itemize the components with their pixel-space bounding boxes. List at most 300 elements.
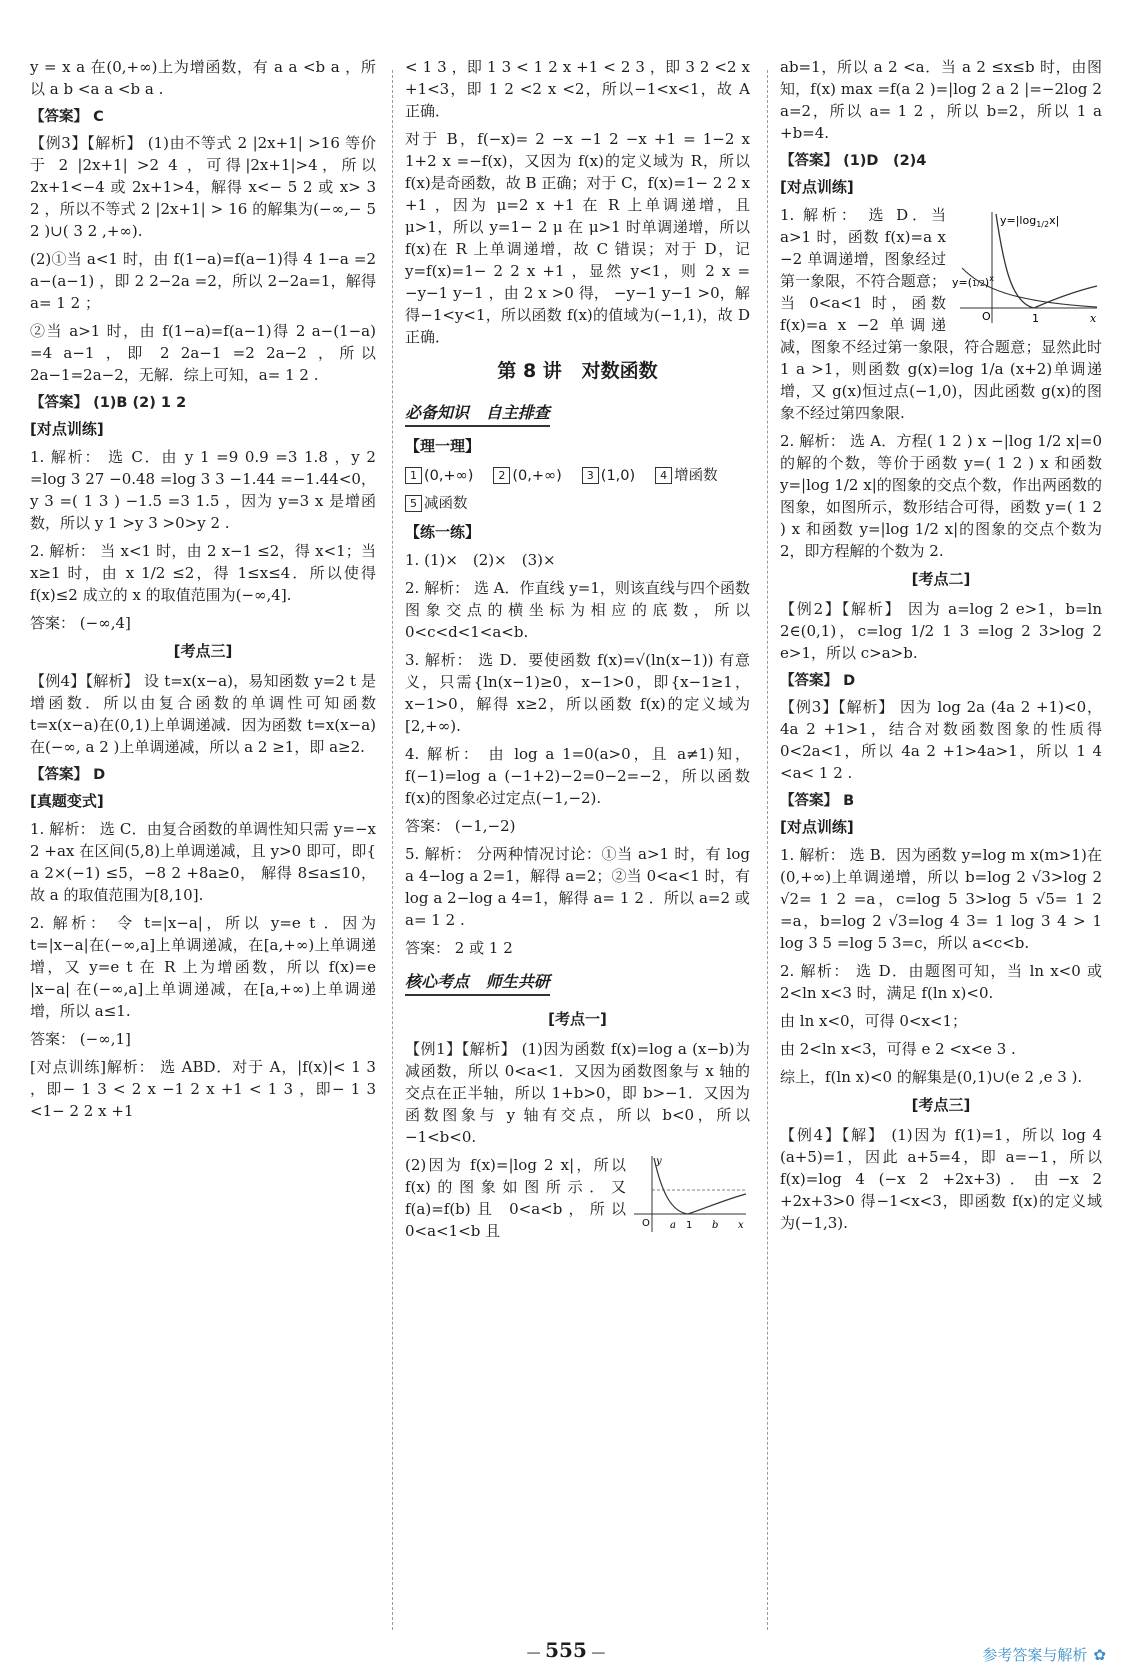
text-run: a — [104, 80, 114, 98]
text-run: B — [843, 793, 855, 809]
text-run: <a — [77, 80, 100, 98]
text-run: (−1,−2) — [454, 817, 516, 835]
text-run: 由 ln x<0，可得 0<x<1； — [780, 1012, 968, 1030]
text-run: 2 — [257, 738, 268, 756]
text-run: <b — [117, 80, 141, 98]
text-run: a — [330, 58, 340, 76]
graph-title: $y=|\log_{1/2}x|$ — [1000, 214, 1060, 229]
text-run: 1/2 — [834, 476, 859, 494]
text-run: ②当 a>1 时，由 f(1−a)=f(a−1)得 2 — [30, 322, 306, 340]
text-run: C — [93, 109, 104, 125]
text-run: =2，所以 2−2a=1，解得 a= — [30, 272, 376, 312]
text-run: t — [349, 672, 356, 690]
text-run: log — [780, 934, 804, 952]
text-run: 【理一理】 — [405, 437, 481, 455]
text-run: =log — [159, 470, 196, 488]
text-run: (−x — [878, 1170, 906, 1188]
text-run: +1 在 R 上单调递增，且 μ>1，所以 y=1− — [405, 196, 750, 236]
paragraph — [30, 912, 376, 1022]
text-run: 5 — [877, 934, 888, 952]
text-run: 2 — [1092, 80, 1102, 98]
tick-one: 1 — [1032, 312, 1039, 325]
text-run: =4 — [30, 344, 53, 362]
text-run: 1.5 — [195, 492, 220, 510]
text-run: 2=1，解得 a=2；②当 0<a<1 时，有 log — [405, 867, 750, 907]
paragraph — [780, 1066, 1102, 1088]
paragraph — [780, 430, 1102, 562]
paragraph — [30, 540, 376, 606]
text-run: 2 — [913, 102, 924, 120]
text-run: x|=0 的解的个数，等价于函数 y=( — [780, 432, 1102, 472]
text-run: 2 — [503, 939, 513, 957]
text-run: ) — [1028, 454, 1035, 472]
y-axis-label: y — [656, 1156, 662, 1167]
text-run: +2x+3)．由−x — [942, 1170, 1079, 1188]
text-run: . — [224, 514, 230, 532]
text-run: +1>1，结合对数函数图象的性质得 0<2a<1，所以 4a — [780, 720, 1102, 760]
text-run: 2 — [836, 890, 847, 908]
text-run: =( — [59, 492, 78, 510]
item-text: 增函数 — [674, 468, 718, 484]
section-banner-row — [405, 965, 750, 1002]
text-run: 1 — [619, 889, 630, 907]
text-run: 1. 解析： — [30, 820, 95, 838]
text-run: 1. — [405, 551, 420, 569]
paragraph — [780, 696, 1102, 784]
text-run: x — [547, 80, 557, 98]
text-run: 综上，f(ln x)<0 的解集是(0,1)∪(e — [780, 1068, 1020, 1086]
text-run: a — [469, 867, 479, 885]
text-run: 2 — [609, 130, 619, 148]
item-number: 2 — [493, 467, 510, 484]
curve-label: $y=(1/2)^x$ — [952, 274, 994, 289]
text-run: 3>log — [1038, 622, 1085, 640]
text-run: ，因为 μ=2 — [434, 196, 529, 214]
text-run: 选 ABD．对于 A，|f(x)|< — [160, 1058, 346, 1076]
section-heading — [405, 435, 750, 457]
text-run: 在 R 上为增函数，所以 f(x)=e — [139, 958, 376, 976]
spacer — [469, 972, 486, 991]
text-run: 2 — [548, 58, 558, 76]
text-run: ，即 2 — [105, 344, 170, 362]
text-run: 2 — [806, 720, 816, 738]
text-run: 1−a — [317, 250, 349, 268]
text-run: 1.8 — [304, 448, 328, 466]
paragraph — [405, 577, 750, 643]
text-run: 2 — [171, 864, 181, 882]
text-run: 1 — [897, 102, 908, 120]
text-run: x(m>1)在(0,+∞)上单调递增，所以 b=log — [780, 846, 1102, 886]
text-run: 3=c，所以 a<c<b. — [891, 934, 1030, 952]
text-run: 1 — [997, 454, 1007, 472]
text-run: <x<e — [949, 1040, 992, 1058]
origin-label: O — [982, 310, 991, 323]
text-run: x — [937, 228, 946, 246]
section-heading — [30, 790, 376, 812]
text-run: 2 — [888, 58, 898, 76]
text-run: 3. 解析： — [405, 651, 473, 669]
text-run: 1 — [160, 395, 172, 411]
paragraph — [30, 612, 376, 634]
paragraph — [405, 1038, 750, 1148]
text-run: −y−1 — [405, 284, 449, 302]
paragraph — [780, 960, 1102, 1004]
text-run: =−1.44<0，y — [30, 470, 376, 510]
text-run: 3 — [148, 514, 158, 532]
paragraph — [30, 1028, 376, 1050]
text-run: −2 单调递增，图象经过第一象限，不符合题意；当 0<a<1 时，函数 f(x)=a — [780, 250, 946, 334]
text-run: a — [487, 767, 497, 785]
text-run: −x — [625, 130, 647, 148]
text-run: −x — [551, 130, 573, 148]
text-run: μ — [552, 218, 563, 236]
item-number: 1 — [405, 467, 422, 484]
text-run: 4−log — [418, 867, 465, 885]
text-run: 2 — [1012, 454, 1023, 472]
text-run: |2x+1| — [155, 200, 206, 218]
text-run: [真题变式] — [30, 792, 104, 810]
text-run: x — [1040, 454, 1049, 472]
text-run: 2a−2 — [266, 344, 307, 362]
text-run: 分两种情况讨论：①当 a>1 时，有 log — [476, 845, 750, 863]
text-run: +1)<0，4a — [780, 698, 1102, 738]
text-run: 2−log — [447, 889, 493, 907]
text-run: 5 — [822, 934, 833, 952]
text-run: 1 — [780, 360, 790, 378]
answer-line — [780, 670, 1102, 692]
summary-item — [582, 465, 635, 487]
text-run: 自主排查 — [485, 403, 550, 422]
text-run: √5= — [1035, 890, 1068, 908]
text-run: [考点三] — [911, 1096, 971, 1114]
paragraph — [780, 844, 1102, 954]
text-run: 1 — [350, 1080, 361, 1098]
text-run: (1)× (2)× (3)× — [424, 551, 556, 569]
text-run: 27 — [85, 470, 105, 488]
footer-label — [982, 1644, 1106, 1665]
log-exp-graph — [952, 208, 1102, 328]
summary-item — [655, 465, 718, 487]
text-run: >16 等价于 2 — [30, 134, 376, 174]
text-run: 1 — [199, 448, 210, 466]
text-run: )∪( — [44, 222, 69, 240]
text-run: 1 — [56, 294, 66, 312]
text-run: a−1 — [63, 344, 95, 362]
text-run: 选 C．由复合函数的单调性知只需 y=−x — [99, 820, 376, 838]
text-run: 对数函数 — [581, 360, 658, 382]
text-run: 对于 B，f(−x)= — [405, 130, 529, 148]
item-number: 4 — [655, 467, 672, 484]
text-run: 2. 解析： — [780, 432, 845, 450]
text-run: +1 — [220, 1080, 243, 1098]
paragraph — [780, 1038, 1102, 1060]
lecture-title — [405, 360, 750, 382]
paragraph — [30, 818, 376, 906]
text-run: 2×(−1) — [44, 864, 101, 882]
footer-label-text: 参考答案与解析 — [982, 1646, 1088, 1664]
text-run: . — [158, 80, 164, 98]
tick-one: 1 — [686, 1220, 693, 1231]
text-run: 3>log — [965, 890, 1011, 908]
text-run: y−1 — [662, 284, 693, 302]
text-run: (2)①当 a<1 时，由 f(1−a)=f(a−1)得 4 — [30, 250, 313, 268]
text-run: 5 — [366, 200, 376, 218]
text-run: y = x — [30, 58, 71, 76]
text-run: 【例2】【解析】 — [780, 600, 902, 618]
text-run: 2 — [299, 366, 309, 384]
text-run: (−∞,1] — [79, 1030, 131, 1048]
text-run: a — [76, 58, 86, 76]
text-run: x — [741, 130, 750, 148]
text-run: =f(a — [877, 80, 911, 98]
text-run: a — [85, 738, 95, 756]
text-run: max — [840, 80, 873, 98]
text-run: 1. 解析： — [30, 448, 102, 466]
paragraph — [405, 549, 750, 571]
text-run: x — [206, 1080, 215, 1098]
text-run: ，所以 2a−1=2a−2，无解．综上可知，a= — [30, 344, 376, 384]
text-run: =log — [836, 934, 873, 952]
text-run: 1. 解析： — [780, 846, 845, 864]
text-run: e>1，所以 c>a>b. — [780, 644, 918, 662]
text-run: 2. 解析： — [30, 914, 109, 932]
paragraph — [780, 204, 1102, 424]
text-run: |=−2log — [1024, 80, 1088, 98]
text-run: 1. 解析： — [780, 206, 860, 224]
text-run: >1，则函数 g(x)=log — [811, 360, 974, 378]
text-run: ，显然 y<1，则 2 — [571, 262, 715, 280]
text-run: 2 — [919, 1170, 929, 1188]
paragraph — [405, 743, 750, 809]
summary-item — [405, 493, 468, 515]
text-run: ) — [114, 492, 120, 510]
text-run: 2 或 — [454, 939, 485, 957]
text-run: −0.48 — [109, 470, 156, 488]
text-run: 1 — [351, 1058, 361, 1076]
text-run: 在 μ>1 时单调递增，所以 f(x)在 R 上单调递增，故 C 错误；对于 D，记 y=f(x)=1− — [405, 218, 750, 280]
text-run: [考点二] — [911, 570, 971, 588]
text-run: 3 — [437, 58, 447, 76]
text-run: √3>log — [1031, 868, 1087, 886]
text-run: 1 — [942, 622, 952, 640]
text-run: +ax 在区间(5,8)上单调递减，且 y>0 即可，即{ — [44, 842, 376, 860]
column-divider — [392, 70, 393, 1630]
text-run: 选 A．方程( — [849, 432, 933, 450]
tick-b: b — [712, 1220, 719, 1231]
text-run: 1 — [994, 912, 1005, 930]
text-run: 是增函数．所以由复合函数的单调性可知函数 t=x(x−a)在(0,1)上单调递减．因为函数 t=x(x−a)在(−∞, — [30, 672, 376, 756]
paragraph — [405, 1154, 750, 1242]
text-run: 2 — [1024, 1068, 1035, 1086]
text-run: x|，所以 f(x)的图象如图所示．又 f(a)=f(b)且 0<a<b，所以 0<a<1<b 且 — [405, 1156, 626, 1240]
text-run: <1− — [30, 1102, 65, 1120]
text-run: +1<3，即 — [405, 80, 483, 98]
text-run: 当 x<1 时，由 2 — [100, 542, 217, 560]
text-run: 【例3】【解析】 — [780, 698, 895, 716]
paragraph — [780, 1010, 1102, 1032]
text-run: x — [741, 58, 750, 76]
text-run: 2 — [976, 58, 986, 76]
text-run: 1 — [488, 80, 499, 98]
text-run: 2 — [1021, 622, 1031, 640]
column-left — [30, 56, 376, 1636]
text-run: 5 — [948, 890, 958, 908]
paragraph — [30, 56, 376, 100]
text-run: (−1+2)−2=0−2=−2，所以函数 f(x)的图象必过定点(−1,−2). — [405, 767, 750, 807]
text-run: ，所以不等式 2 — [44, 200, 151, 218]
text-run: −1.44 — [229, 470, 276, 488]
text-run: )上单调递减，所以 — [113, 738, 240, 756]
flower-icon: ✿ — [1093, 1646, 1106, 1664]
text-run: 答案： — [30, 1030, 76, 1048]
text-run: ≤2，得 1≤x≤4．所以使得 f(x)≤2 成立的 x 的取值范围为(−∞,4]. — [30, 564, 376, 604]
text-run: 2 — [1092, 622, 1102, 640]
text-run: =a，b=log — [780, 912, 866, 930]
text-run: 2 — [727, 174, 737, 192]
text-run: 2 — [915, 80, 925, 98]
text-run: 1/2 — [1037, 432, 1062, 450]
text-run: 2 — [510, 262, 520, 280]
text-run: 3 — [366, 178, 376, 196]
text-run: 2 — [999, 600, 1010, 618]
text-run: 3 — [366, 1080, 376, 1098]
text-run: 2. 解析： — [780, 962, 850, 980]
text-run: ，可得|2x+1|>4，所以 2x+1<−4 或 2x+1>4，解得 x<− — [30, 156, 376, 196]
text-run: 4 — [950, 912, 960, 930]
text-run: +1 — [576, 58, 599, 76]
text-run: a — [677, 1040, 687, 1058]
text-run: <2，所以−1<x<1，故 A 正确． — [405, 80, 750, 120]
text-run: x — [442, 152, 451, 170]
text-run: 因为 log — [899, 698, 961, 716]
text-run: (1)D (2)4 — [843, 153, 927, 169]
text-run: 1/a — [979, 360, 1004, 378]
text-run: ，因为 y=3 — [225, 492, 310, 510]
text-run: 2 — [935, 1040, 945, 1058]
text-run: >y — [122, 514, 144, 532]
answer-line — [30, 392, 376, 414]
text-run: 3 — [366, 1058, 376, 1076]
section-heading — [780, 176, 1102, 198]
text-run: 2 — [926, 742, 936, 760]
text-run: D — [93, 767, 106, 783]
text-run: (1)因为 f(1)=1，所以 log — [891, 1126, 1086, 1144]
text-run: +1>4a>1，所以 — [942, 742, 1070, 760]
page-footer — [0, 1638, 1132, 1672]
section-banner — [405, 971, 550, 996]
text-run: 2 — [30, 222, 40, 240]
text-run: 答案： — [405, 817, 451, 835]
text-run: x — [526, 262, 536, 280]
text-run: 是增函数，所以 y — [30, 492, 376, 532]
text-run: 2 — [1092, 1170, 1102, 1188]
text-run: 【答案】 — [30, 109, 88, 125]
text-run: x — [721, 262, 731, 280]
text-run: a — [405, 867, 414, 885]
text-run: 1 — [487, 58, 497, 76]
item-number: 3 — [582, 467, 599, 484]
text-run: (1)B (2) — [93, 395, 156, 411]
text-run: log — [1010, 912, 1035, 930]
text-run: 选 C．由 y — [107, 448, 194, 466]
text-run: 1=0(a>0，且 a≠1)知，f(−1)=log — [405, 745, 750, 785]
text-run: ) — [966, 432, 973, 450]
text-run: 选 D．当 a>1 时，函数 f(x)=a — [780, 206, 946, 246]
text-run: 2 — [952, 432, 962, 450]
text-run: 3 — [44, 492, 54, 510]
text-run: 选 B．因为函数 y=log — [849, 846, 1007, 864]
text-run: ，即− — [30, 1080, 76, 1098]
text-run: 【答案】 — [780, 673, 838, 689]
text-run: 核心考点 — [405, 972, 470, 991]
item-number: 5 — [405, 495, 422, 512]
text-run: 2 — [504, 80, 514, 98]
summary-item — [493, 465, 561, 487]
text-run: [对点训练] — [780, 818, 854, 836]
text-run: 1+2 — [405, 152, 437, 170]
text-run: > 16 的解集为(−∞,− — [210, 200, 362, 218]
text-run: ab=1，所以 a — [780, 58, 883, 76]
text-run: 1 — [108, 514, 118, 532]
text-run: 2 — [872, 912, 882, 930]
text-run: 2 — [712, 174, 723, 192]
text-run: ，所以 b=2，所以 — [929, 102, 1071, 120]
text-run: 2 — [302, 178, 313, 196]
paragraph — [405, 815, 750, 837]
text-run: [对点训练] — [30, 420, 104, 438]
text-run: ≤x≤b 时，由图知，f(x) — [780, 58, 1102, 98]
text-run: 2−2a — [149, 272, 190, 290]
text-run: 2 — [30, 842, 40, 860]
text-run: a−(1−a) — [311, 322, 376, 340]
text-run: >0，解得−1<y<1，所以函数 f(x)的值域为(−1,1)，故 D 正确． — [405, 284, 750, 346]
text-run: 1 — [1092, 912, 1102, 930]
text-run: 第 8 讲 — [497, 360, 562, 382]
text-run: x−1 — [221, 542, 253, 560]
text-run: 【答案】 — [30, 767, 88, 783]
text-run: (a+5)=1，因此 a+5=4，即 a=−1，所以 f(x)=log — [780, 1148, 1102, 1188]
text-run: ≤2，得 x<1；当 x≥1 时，由 x — [30, 542, 376, 582]
section-banner-row — [405, 396, 750, 433]
text-run: 2 — [634, 889, 644, 907]
text-run: =log — [977, 622, 1014, 640]
text-run: 2 — [833, 764, 843, 782]
text-run: 3 — [97, 1080, 107, 1098]
text-run: 【答案】 — [780, 153, 838, 169]
text-run: 2 — [69, 1102, 80, 1120]
paragraph — [405, 937, 750, 959]
text-run: 答案： — [30, 614, 76, 632]
section-heading — [780, 816, 1102, 838]
text-run: 1 — [818, 764, 829, 782]
paragraph — [405, 128, 750, 348]
text-run: 2 — [1092, 868, 1102, 886]
abs-log2-curve — [654, 1158, 746, 1214]
text-run: a — [1093, 102, 1102, 120]
text-run: 2a−1 — [180, 344, 222, 362]
text-run: √3=log — [888, 912, 944, 930]
text-run: a=2，所以 a= — [780, 102, 892, 120]
paragraph — [780, 1124, 1102, 1234]
text-run: 2 — [131, 1080, 142, 1098]
text-run: a — [244, 738, 254, 756]
text-run: =9 — [216, 448, 239, 466]
text-run: a — [795, 360, 805, 378]
text-run: 3 — [808, 934, 818, 952]
text-run: a — [433, 889, 443, 907]
text-run: 3 — [1040, 912, 1051, 930]
text-run: 1 — [937, 432, 948, 450]
